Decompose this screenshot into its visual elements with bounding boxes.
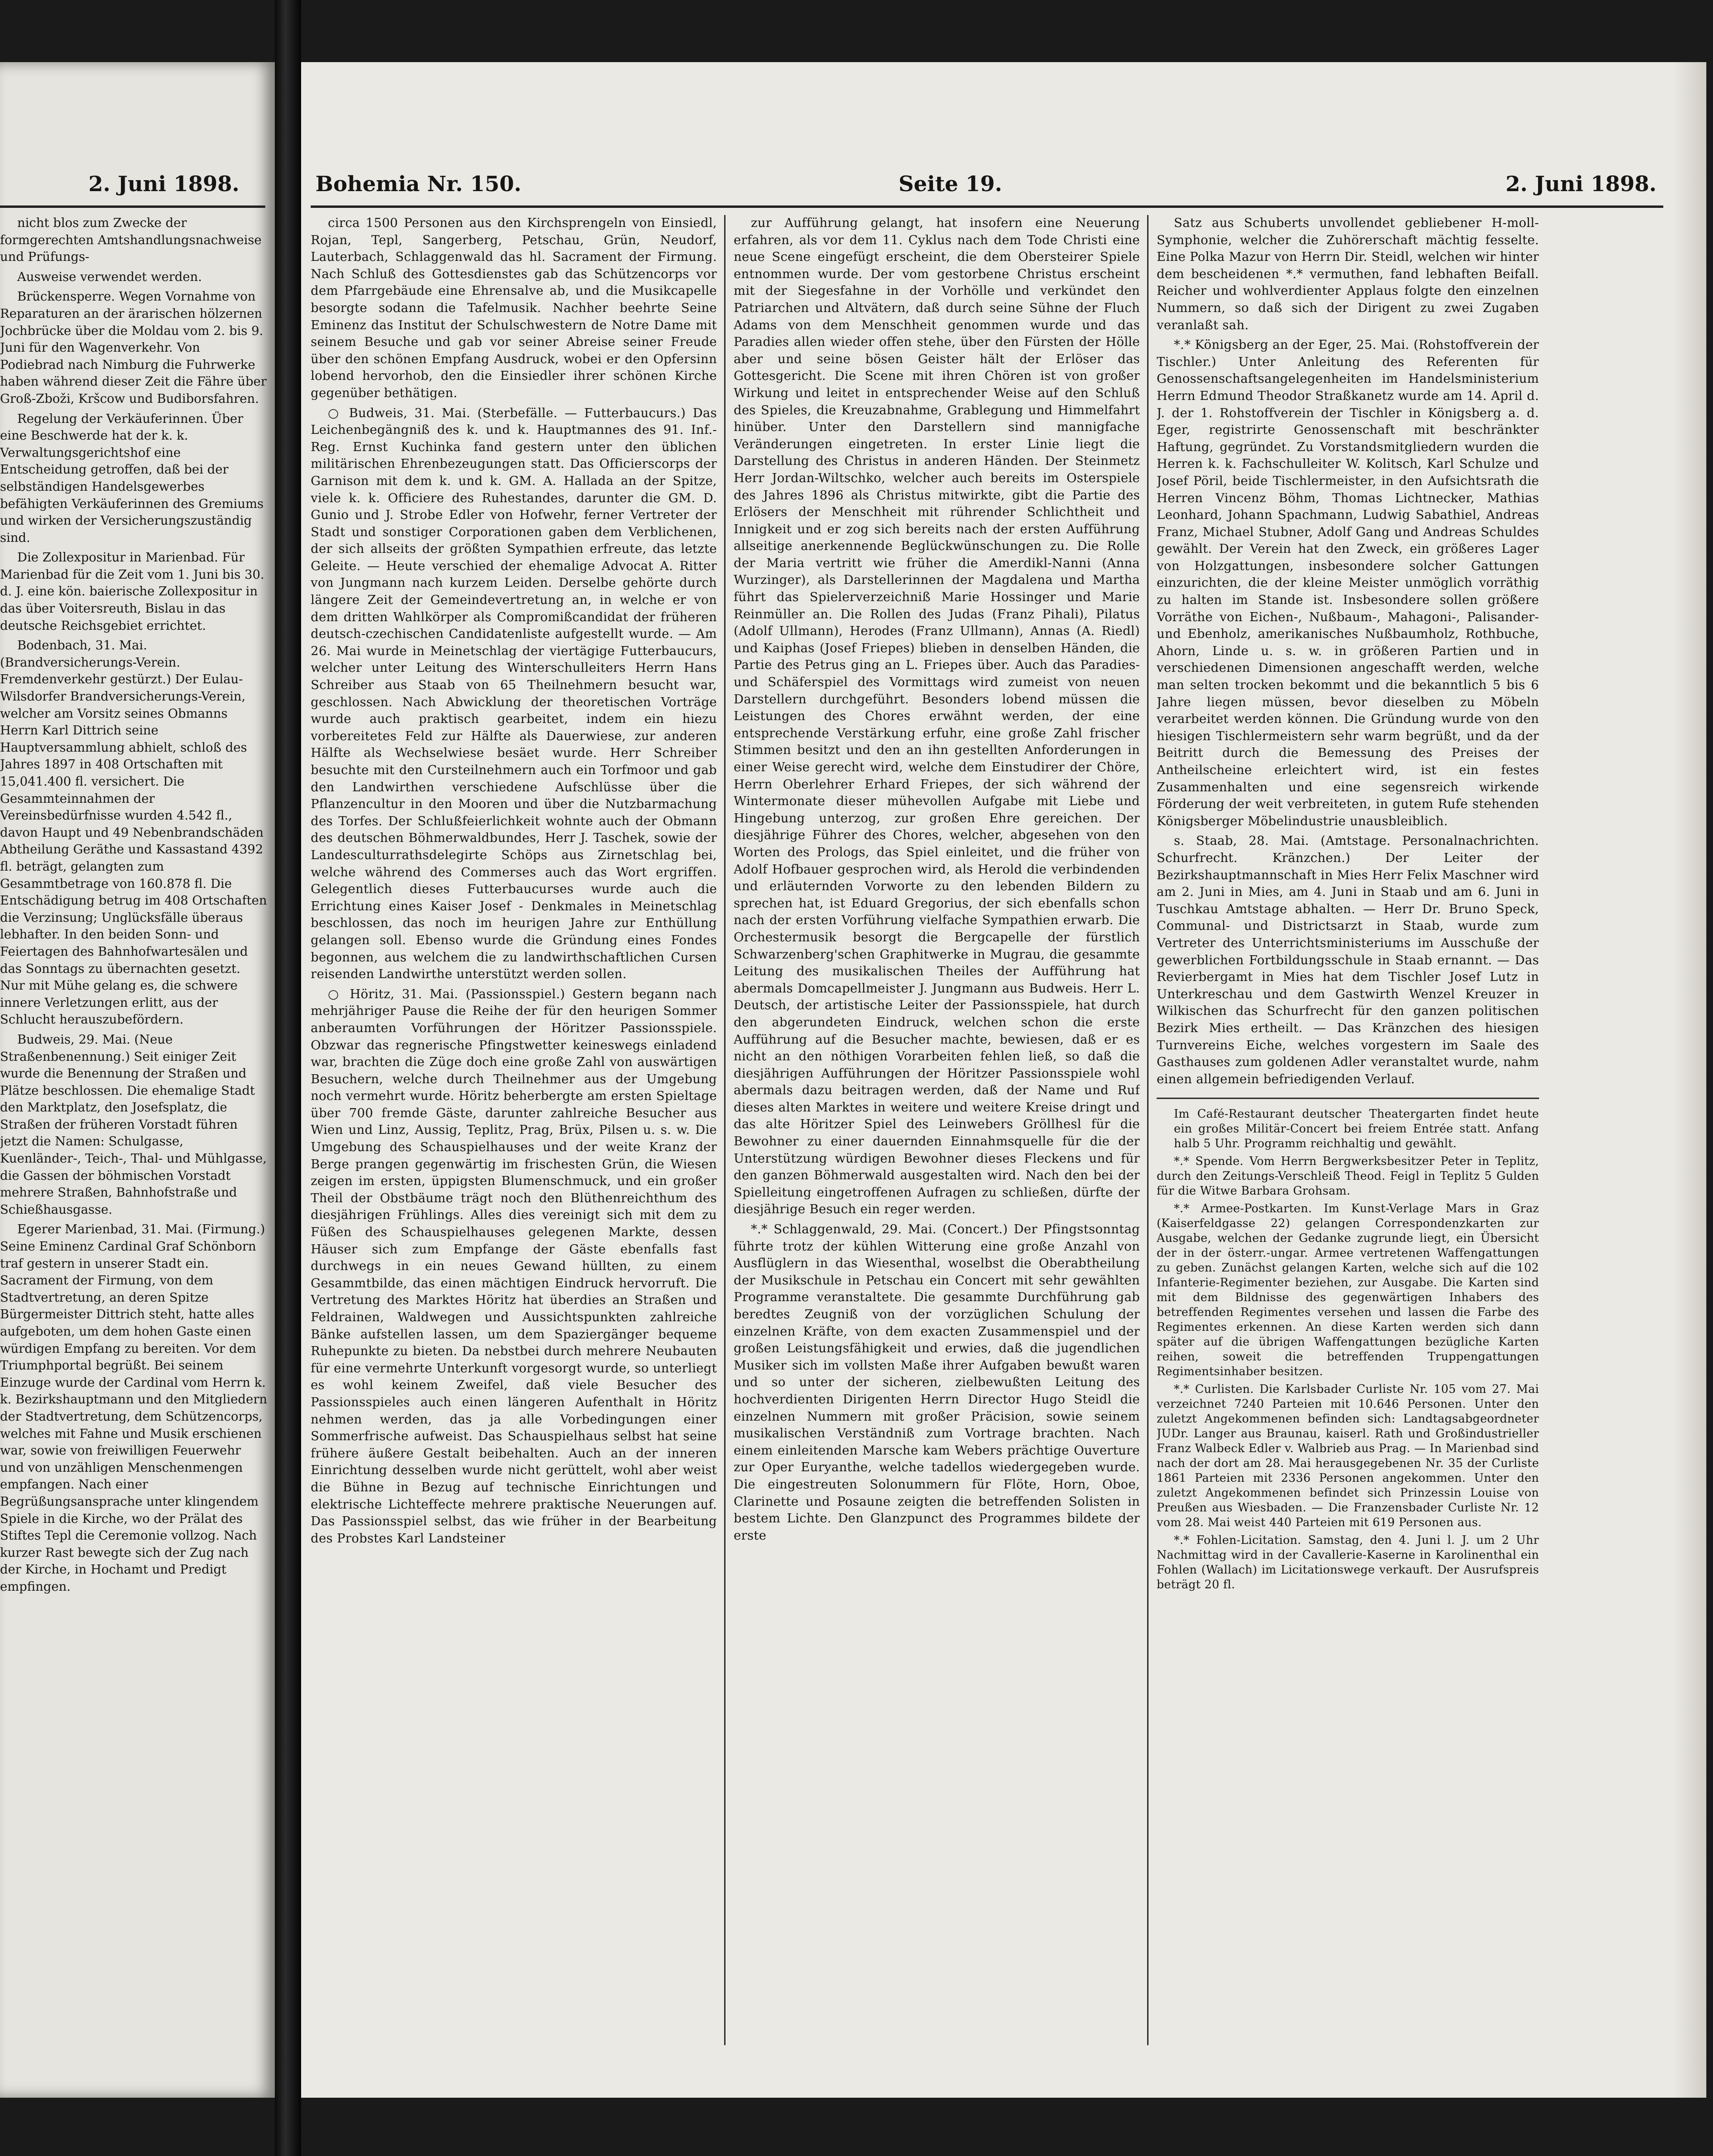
- paragraph: s. Staab, 28. Mai. (Amtstage. Personalnachrichten. Schurfrecht. Kränzchen.) Der Leiter der Bezirkshauptmannschaft in Mies Herr Felix Maschner wird am 2. Juni in Mies, am 4. Juni in Staab und am 6. Juni in Tuschkau Amtstage abhalten. — Herr Dr. Bruno Speck, Communal- und Districtsarzt in Staab, wurde zum Vertreter des Unterrichtsministeriums im Ausschuße der gewerblichen Fortbildungsschule in Staab ernannt. — Das Revierbergamt in Mies hat dem Tischler Josef Lutz in Unterkreschau und dem Gastwirth Wenzel Kreuzer in Wilkischen das Schurfrecht für den ganzen politischen Bezirk Mies ertheilt. — Das Kränzchen des hiesigen Turnvereins Eiche, welches vorgestern im Saale des Gasthauses zum goldenen Adler veranstaltet wurde, nahm einen allgemein befriedigenden Verlauf.: [1157, 834, 1539, 1087]
- page-header: [301, 172, 1706, 210]
- header-date: 2. Juni 1898.: [1506, 172, 1657, 196]
- notice: *.* Curlisten. Die Karlsbader Curliste Nr. 105 vom 27. Mai verzeichnet 7240 Parteien mit 10.646 Personen. Unter den zuletzt Angekommenen befinden sich: Landtagsabgeordneter JUDr. Langer aus Braunau, kaiserl. Rath und Großindustrieller Franz Walbeck Edler v. Walbrieb aus Prag. — In Marienbad sind nach der dort am 28. Mai herausgegebenen Nr. 35 der Curliste 1861 Parteien mit 2336 Personen angekommen. Unter den zuletzt Angekommenen befindet sich Prinzessin Louise von Preußen aus Wiesbaden. — Die Franzensbader Curliste Nr. 12 vom 28. Mai weist 440 Parteien mit 619 Personen aus.: [1157, 1382, 1539, 1530]
- header-rule: [311, 205, 1663, 208]
- newspaper-page: [301, 62, 1706, 2098]
- column-2: [734, 215, 1140, 2040]
- page-number: Seite 19.: [899, 172, 1002, 196]
- paragraph: Brückensperre. Wegen Vornahme von Reparaturen an der ärarischen hölzernen Jochbrücke über die Moldau vom 2. bis 9. Juni für den Wagenverkehr. Von Podiebrad nach Nimburg die Fuhrwerke haben während dieser Zeit die Fähre über Groß-Zboži, Kršcow und Budiborsfahren.: [0, 290, 267, 406]
- notice: *.* Armee-Postkarten. Im Kunst-Verlage Mars in Graz (Kaiserfeldgasse 22) gelangen Correspondenzkarten zur Ausgabe, welchen der Gedanke zugrunde liegt, ein Übersicht der in der österr.-ungar. Armee vertretenen Waffengattungen zu geben. Zunächst gelangen Karten, welche sich auf die 102 Infanterie-Regimenter beziehen, zur Ausgabe. Die Karten sind mit dem Bildnisse des gegenwärtigen Inhabers des betreffenden Regimentes versehen und lassen die Farbe des Regimentes erkennen. An diese Karten werden sich dann später auf die übrigen Waffengattungen bezügliche Karten reihen, soweit die betreffenden Truppengattungen Regimentsinhaber besitzen.: [1157, 1202, 1539, 1379]
- notice: *.* Spende. Vom Herrn Bergwerksbesitzer Peter in Teplitz, durch den Zeitungs-Verschleiß Theod. Feigl in Teplitz 5 Gulden für die Witwe Barbara Grohsam.: [1157, 1154, 1539, 1198]
- paragraph: Satz aus Schuberts unvollendet gebliebener H-moll-Symphonie, welcher die Zuhörerschaft mächtig fesselte. Eine Polka Mazur von Herrn Dir. Steidl, welchen wir hinter dem bescheidenen *.* vermuthen, fand lebhaften Beifall. Reicher und wohlverdienter Applaus folgte den einzelnen Nummern, so daß sich der Dirigent zu zwei Zugaben veranlaßt sah.: [1157, 216, 1539, 333]
- paragraph: Ausweise verwendet werden.: [17, 270, 202, 284]
- paragraph: *.* Schlaggenwald, 29. Mai. (Concert.) Der Pfingstsonntag führte trotz der kühlen Witterung eine große Anzahl von Ausflüglern in das Wiesenthal, woselbst die Oberabtheilung der Musikschule in Petschau ein Concert mit sehr gewählten Programme veranstaltete. Die gesammte Durchführung gab beredtes Zeugniß von der vorzüglichen Schulung der einzelnen Kräfte, von dem exacten Zusammenspiel und der großen Leistungsfähigkeit und erwies, daß die jugendlichen Musiker sich im vollsten Maße ihrer Aufgaben bewußt waren und so unter der sicheren, zielbewußten Leitung des hochverdienten Dirigenten Herrn Director Hugo Steidl die einzelnen Nummern mit großer Präcision, sowie seinem musikalischen Verständniß zum Vortrage brachten. Nach einem einleitenden Marsche kam Webers prächtige Ouverture zur Oper Euryanthe, welche tadellos wiedergegeben wurde. Die eingestreuten Solonummern für Flöte, Horn, Oboe, Clarinette und Posaune zeigten die betreffenden Solisten in bestem Lichte. Den Glanzpunct des Programmes bildete der erste: [734, 1222, 1140, 1543]
- paragraph: ○ Höritz, 31. Mai. (Passionsspiel.) Gestern begann nach mehrjähriger Pause die Reihe der für den heurigen Sommer anberaumten Vorführungen der Höritzer Passionsspiele. Obzwar das regnerische Pfingstwetter keineswegs einladend war, brachten die Züge doch eine große Zahl von auswärtigen Besuchern, welche durch Theilnehmer aus der Umgebung noch vermehrt wurde. Höritz beherbergte am ersten Spieltage über 700 fremde Gäste, darunter zahlreiche Besucher aus Wien und Linz, Aussig, Teplitz, Prag, Brüx, Pilsen u. s. w. Die Umgebung des Schauspielhauses und der weite Kranz der Berge prangen gegenwärtig im frischesten Grün, die Wiesen zeigen im ersten, üppigsten Blumenschmuck, und ein großer Theil der Obstbäume trägt noch den Blüthenreichthum des diesjährigen Frühlings. Alles dies vereinigt sich mit dem zu Füßen des Schauspielhauses gelegenen Markte, dessen Häuser sich zum Empfange der Gäste ebenfalls fast durchwegs in ein neues Gewand hüllten, zu einem Gesammtbilde, das einen mächtigen Eindruck hervorruft. Die Vertretung des Marktes Höritz hat überdies an Straßen und Feldrainen, Waldwegen und Aussichtspunkten zahlreiche Bänke aufstellen lassen, um dem Spaziergänger bequeme Ruhepunkte zu bieten. Da nebstbei durch mehrere Neubauten für eine vermehrte Unterkunft vorgesorgt wurde, so unterliegt es wohl keinem Zweifel, daß viele Besucher des Passionsspieles auch einen längeren Aufenthalt in Höritz nehmen werden, das ja alle Vorbedingungen einer Sommerfrische aufweist. Das Schauspielhaus selbst hat seine frühere äußere Gestalt beibehalten. Auch an der inneren Einrichtung desselben wurde nicht gerüttelt, wohl aber weist die Bühne in Bezug auf technische Einrichtungen und elektrische Lichteffecte mehrere praktische Neuerungen auf. Das Passionsspiel selbst, das wie früher in der Bearbeitung des Probstes Karl Landsteiner: [311, 987, 717, 1546]
- column-rule: [1147, 215, 1149, 2045]
- paragraph: zur Aufführung gelangt, hat insofern eine Neuerung erfahren, als vor dem 11. Cyklus nach dem Tode Christi eine neue Scene eingefügt erscheint, die dem Obersteirer Spiele entnommen wurde. Der vom gestorbene Christus erscheint mit der Siegesfahne in der Vorhölle und verkündet den Patriarchen und Altvätern, daß durch seine Sühne der Fluch Adams von dem Menschheit genommen wurde und das Paradies allen wieder offen stehe, über den Fürsten der Hölle aber und seine bösen Geister hält der Erlöser das Gottesgericht. Die Scene mit ihren Chören ist von großer Wirkung und leitet in entsprechender Weise auf den Schluß des Spieles, die Kreuzabnahme, Grablegung und Himmelfahrt hinüber. Unter den Darstellern sind mannigfache Veränderungen eingetreten. In erster Linie liegt die Darstellung des Christus in anderen Händen. Der Steinmetz Herr Jordan-Wiltschko, welcher auch bereits im Osterspiele des Jahres 1896 als Christus mitwirkte, gibt die Partie des Erlösers der Menschheit mit rührender Schlichtheit und Innigkeit und er zog sich bereits nach der ersten Aufführung allseitige anerkennende Beglückwünschungen zu. Die Rolle der Maria vertritt wie früher die Amerdikl-Nanni (Anna Wurzinger), als Darstellerinnen der Magdalena und Martha führt das Spielerverzeichniß Marie Hossinger und Marie Reinmüller an. Die Rollen des Judas (Franz Pihali), Pilatus (Adolf Ullmann), Herodes (Franz Ullmann), Annas (A. Riedl) und Kaiphas (Josef Friepes) blieben in denselben Händen, die Partie des Petrus ging an L. Friepes über. Auch das Paradies- und Schäferspiel des Vormittags wird zumeist von neuen Darstellern durchgeführt. Besonders lobend müssen die Leistungen des Chores erwähnt werden, der eine entsprechende Verstärkung erfuhr, eine große Zahl frischer Stimmen besitzt und den an ihn gestellten Anforderungen in einer Weise gerecht wird, welche dem Einstudirer der Chöre, Herrn Oberlehrer Erhard Friepes, der sich während der Wintermonate dieser mühevollen Aufgabe mit Liebe und Hingebung unterzog, zur großen Ehre gereichen. Der diesjährige Führer des Chores, welcher, abgesehen von den Worten des Prologs, das Spiel einleitet, und die früher von Adolf Hofbauer gesprochen wird, als Herold die verbindenden und erläuternden Vorworte zu den lebenden Bildern zu sprechen hat, ist Eduard Gregorius, der sich ebenfalls schon nach der ersten Vorführung vielfache Sympathien erwarb. Die Orchestermusik besorgt die Bergcapelle der fürstlich Schwarzenberg'schen Graphitwerke in Mugrau, die gesammte Leitung des musikalischen Theiles der Aufführung hat abermals Domcapellmeister J. Jungmann aus Budweis. Herr L. Deutsch, der artistische Leiter der Passionsspiele, hat durch den abgerundeten Eindruck, welchen schon die erste Aufführung auf die Besucher machte, bewiesen, daß er es nicht an den nöthigen Vorarbeiten fehlen ließ, so daß die diesjährigen Aufführungen der Höritzer Passionsspiele wohl abermals dazu beitragen werden, daß der Name und Ruf dieses alten Marktes in weitere und weitere Kreise dringt und das alte Höritzer Spiel des Leinwebers Gröllhesl für die Bewohner zu einer dauernden Einnahmsquelle für die der Unterstützung würdigen Bewohner dieses Fleckens und für den ganzen Böhmerwald ausgestalten wird. Nach den bei der Spielleitung eingetroffenen Aufragen zu schließen, dürfte der diesjährige Besuch ein reger werden.: [734, 216, 1140, 1217]
- section-divider: [1157, 1098, 1539, 1099]
- paragraph: Budweis, 29. Mai. (Neue Straßenbenennung.) Seit einiger Zeit wurde die Benennung der Straßen und Plätze beschlossen. Die ehemalige Stadt den Marktplatz, den Josefsplatz, die Straßen der früheren Vorstadt führen jetzt die Namen: Schulgasse, Kuenländer-, Teich-, Thal- und Mühlgasse, die Gassen der böhmischen Vorstadt mehrere Straßen, Bahnhofstraße und Schießhausgasse.: [0, 1032, 267, 1217]
- paragraph: *.* Königsberg an der Eger, 25. Mai. (Rohstoffverein der Tischler.) Unter Anleitung des Referenten für Genossenschaftsangelegenheiten im Handelsministerium Herrn Edmund Theodor Straßkanetz wurde am 14. April d. J. der 1. Rohstoffverein der Tischler in Königsberg a. d. Eger, registrirte Genossenschaft mit beschränkter Haftung, gegründet. Zu Vorstandsmitgliedern wurden die Herren k. k. Fachschulleiter W. Kolitsch, Karl Schulze und Josef Pöril, beide Tischlermeister, in den Aufsichtsrath die Herren Vincenz Böhm, Thomas Lichtnecker, Mathias Leonhard, Johann Spachmann, Ludwig Sabathiel, Andreas Franz, Michael Stubner, Adolf Gang und Andreas Schuldes gewählt. Der Verein hat den Zweck, ein größeres Lager von Holzgattungen, insbesondere solcher Gattungen einzurichten, die der kleine Meister unmöglich vorräthig zu halten im Stande ist. Insbesondere sollen größere Vorräthe von Eichen-, Nußbaum-, Mahagoni-, Palisander- und Ebenholz, amerikanisches Nußbaumholz, Rothbuche, Ahorn, Linde u. s. w. in größeren Partien und in verschiedenen Dimensionen angeschafft werden, welche man selten trocken bekommt und die bekanntlich 5 bis 6 Jahre liegen müssen, bevor dieselben zu Möbeln verarbeitet werden können. Die Gründung wurde von den hiesigen Tischlermeistern sehr warm begrüßt, und da der Beitritt durch die Bemessung des Preises der Antheilscheine erleichtert wird, ist ein festes Zusammenhalten und eine segensreich wirkende Förderung der weit verbreiteten, in gutem Rufe stehenden Königsberger Möbelindustrie unausbleiblich.: [1157, 338, 1539, 829]
- paragraph: circa 1500 Personen aus den Kirchsprengeln von Einsiedl, Rojan, Tepl, Sangerberg, Petschau, Grün, Neudorf, Lauterbach, Schlaggenwald das hl. Sacrament der Firmung. Nach Schluß des Gottesdienstes gab das Schützencorps vor dem Pfarrgebäude eine Ehrensalve ab, und die Musikcapelle besorgte sodann die Tafelmusik. Nachher beehrte Seine Eminenz das Institut der Schulschwestern de Notre Dame mit seinem Besuche und gab vor seiner Abreise seiner Freude über den schönen Empfang Ausdruck, wobei er den Opfersinn lobend hervorhob, den die Einsiedler ihrer schönen Kirche gegenüber bethätigen.: [311, 216, 717, 400]
- left-page-fragment: [0, 62, 275, 2098]
- left-column: [0, 215, 268, 2055]
- paragraph: nicht blos zum Zwecke der formgerechten Amtshandlungsnachweise und Prüfungs-: [0, 216, 262, 265]
- paragraph: Regelung der Verkäuferinnen. Über eine Beschwerde hat der k. k. Verwaltungsgerichtshof eine Entscheidung getroffen, daß bei der selbständigen Handelsgewerbes befähigten Verkäuferinnen des Gremiums und wirken der Versicherungszuständig sind.: [0, 411, 264, 545]
- paragraph: Egerer Marienbad, 31. Mai. (Firmung.) Seine Eminenz Cardinal Graf Schönborn traf gestern in unserer Stadt ein. Sacrament der Firmung, von dem Stadtvertretung, an deren Spitze Bürgermeister Dittrich steht, hatte alles aufgeboten, um dem hohen Gaste einen würdigen Empfang zu bereiten. Vor dem Triumphportal begrüßt. Bei seinem Einzuge wurde der Cardinal vom Herrn k. k. Bezirkshauptmann und den Mitgliedern der Stadtvertretung, dem Schützencorps, welches mit Fahne und Musik erschienen war, sowie von freiwilligen Feuerwehr und von unzähligen Menschenmengen empfangen. Nach einer Begrüßungsansprache unter klingendem Spiele in die Kirche, wo der Prälat des Stiftes Tepl die Ceremonie vollzog. Nach kurzer Rast bewegte sich der Zug nach der Kirche, in Hochamt und Predigt empfingen.: [0, 1222, 267, 1594]
- left-header-rule: [0, 205, 265, 208]
- paper-title: Bohemia Nr. 150.: [315, 172, 521, 196]
- column-rule: [724, 215, 726, 2045]
- column-3: [1157, 215, 1539, 2040]
- paragraph: Die Zollexpositur in Marienbad. Für Marienbad für die Zeit vom 1. Juni bis 30. d. J. eine kön. baierische Zollexpositur in das über Voitersreuth, Bislau in das deutsche Reichsgebiet errichtet.: [0, 550, 264, 633]
- page-gutter: [275, 0, 301, 2156]
- page-edge: [1673, 62, 1706, 2098]
- paragraph: Bodenbach, 31. Mai. (Brandversicherungs-Verein. Fremdenverkehr gestürzt.) Der Eulau-Wilsdorfer Brandversicherungs-Verein, welcher am Vorsitz seines Obmanns Herrn Karl Dittrich seine Hauptversammlung abhielt, schloß des Jahres 1897 in 408 Ortschaften mit 15,041.400 fl. versichert. Die Gesammteinnahmen der Vereinsbedürfnisse wurden 4.542 fl., davon Haupt und 49 Nebenbrandschäden Abtheilung Geräthe und Kassastand 4392 fl. beträgt, gelangten zum Gesammtbetrage von 160.878 fl. Die Entschädigung betrug im 408 Ortschaften die Verzinsung; Unglücksfälle überaus lebhafter. In den beiden Sonn- und Feiertagen des Bahnhofwartesälen und das Sonntags zu übernachten gesetzt. Nur mit Mühe gelang es, die schwere innere Verletzungen erlitt, aus der Schlucht herauszubefördern.: [0, 638, 267, 1027]
- notice: Im Café-Restaurant deutscher Theatergarten findet heute ein großes Militär-Concert bei freiem Entrée statt. Anfang halb 5 Uhr. Programm reichhaltig und gewählt.: [1174, 1107, 1539, 1151]
- notice: *.* Fohlen-Licitation. Samstag, den 4. Juni l. J. um 2 Uhr Nachmittag wird in der Cavallerie-Kaserne in Karolinenthal ein Fohlen (Wallach) im Licitationswege verkauft. Der Ausrufspreis beträgt 20 fl.: [1157, 1533, 1539, 1592]
- paragraph: ○ Budweis, 31. Mai. (Sterbefälle. — Futterbaucurs.) Das Leichenbegängniß des k. und k. Hauptmannes des 91. Inf.-Reg. Ernst Kuchinka fand gestern unter den üblichen militärischen Ehrenbezeugungen statt. Das Officierscorps der Garnison mit dem k. und k. GM. A. Hallada an der Spitze, viele k. k. Officiere des Ruhestandes, darunter die GM. D. Gunio und J. Strobe Edler von Hofwehr, ferner Vertreter der Stadt und sonstiger Corporationen gaben dem Verblichenen, der sich allseits der größten Sympathien erfreute, das letzte Geleite. — Heute verschied der ehemalige Advocat A. Ritter von Jungmann nach kurzem Leiden. Derselbe gehörte durch längere Zeit der Gemeindevertretung an, in welche er von dem dritten Wahlkörper als Compromißcandidat der früheren deutsch-czechischen Candidatenliste aufgestellt wurde. — Am 26. Mai wurde in Meinetschlag der viertägige Futterbaucurs, welcher unter Leitung des Winterschulleiters Herrn Hans Schreiber aus Staab von 65 Theilnehmern besucht war, geschlossen. Nach Abwicklung der theoretischen Vorträge wurde auch praktisch gearbeitet, indem ein hiezu vorbereitetes Feld zur Hälfte als Dauerwiese, zur anderen Hälfte als Wechselwiese besäet wurde. Herr Schreiber besuchte mit den Cursteilnehmern auch ein Torfmoor und gab den Landwirthen verschiedene Aufschlüsse über die Pflanzencultur in den Mooren und über die Nutzbarmachung des Torfes. Der Schlußfeierlichkeit wohnte auch der Obmann des deutschen Böhmerwaldbundes, Herr J. Taschek, sowie der Landesculturrathsdelegirte Schöps aus Zirnetschlag bei, welche während des Commerses auch das Wort ergriffen. Gelegentlich dieses Futterbaucurses wurde auch die Errichtung eines Kaiser Josef - Denkmales in Meinetschlag beschlossen, das noch im heurigen Jahre zur Enthüllung gelangen soll. Ebenso wurde die Gründung eines Fondes begonnen, aus welchem die zu landwirthschaftlichen Cursen reisenden Landwirthe unterstützt werden sollen.: [311, 406, 717, 982]
- column-1: [311, 215, 717, 2040]
- notices-section: [1157, 1107, 1539, 1592]
- left-page-date: 2. Juni 1898.: [88, 172, 239, 196]
